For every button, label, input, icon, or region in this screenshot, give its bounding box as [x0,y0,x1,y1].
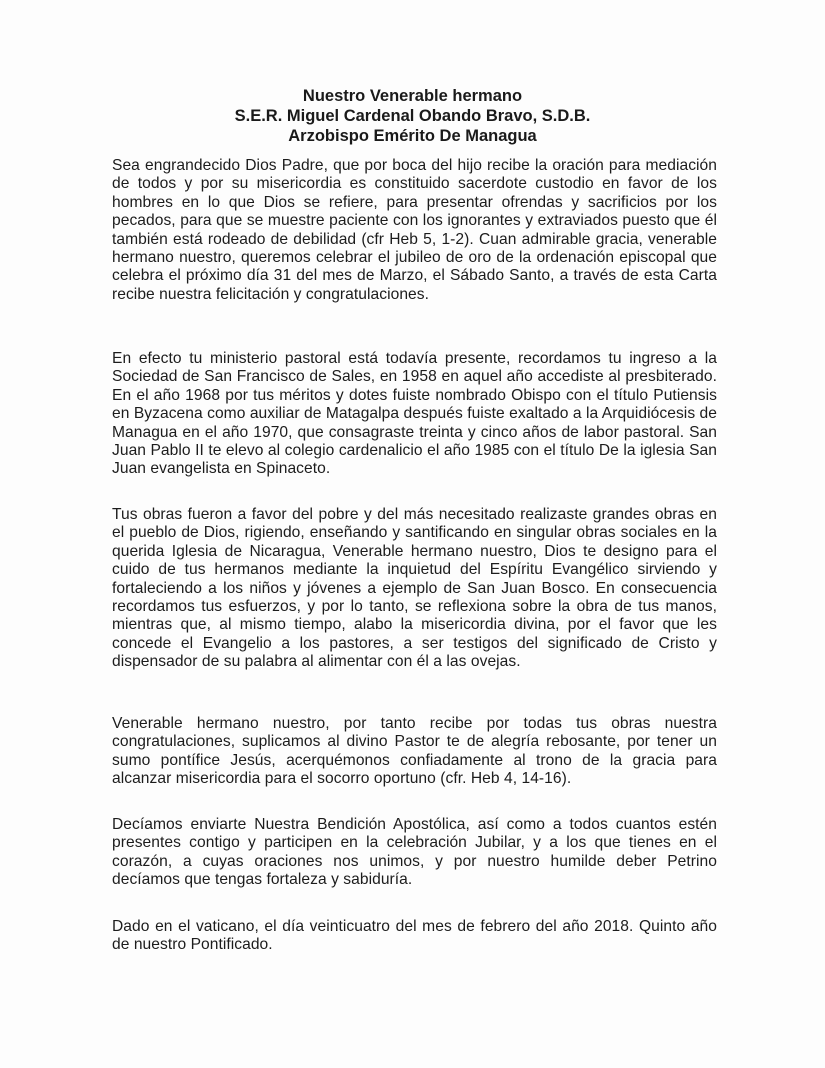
paragraph-blessing: Decíamos enviarte Nuestra Bendición Apostólica, así como a todos cuantos estén presentes contigo y participen en la celebración Jubilar, y a los que tienes en el corazón, a cuyas oraciones nos unimos, y por nuestro humilde deber Petrino decíamos que tengas fortaleza y sabiduría. [112,816,717,889]
paragraph-date-closing: Dado en el vaticano, el día veinticuatro del mes de febrero del año 2018. Quinto año de nuestro Pontificado. [112,918,717,954]
heading-recipient-name: S.E.R. Miguel Cardenal Obando Bravo, S.D.B. [234,107,591,125]
heading-recipient-title: Arzobispo Emérito De Managua [288,127,537,145]
paragraph-works: Tus obras fueron a favor del pobre y del más necesitado realizaste grandes obras en el pueblo de Dios, rigiendo, enseñando y santificando en singular obras sociales en la querida Iglesia de Nicaragua, Venerable hermano nuestro, Dios te designo para el cuido de tus hermanos mediante la inquietud del Espíritu Evangélico sirviendo y fortaleciendo a los niños y jóvenes a ejemplo de San Juan Bosco. En consecuencia recordamos tus esfuerzos, y por lo tanto, se reflexiona sobre la obra de tus manos, mientras que, al mismo tiempo, alabo la misericordia divina, por el favor que les concede el Evangelio a los pastores, a ser testigos del significado de Cristo y dispensador de su palabra al alimentar con él a las ovejas. [112,506,717,671]
heading-salutation: Nuestro Venerable hermano [302,87,523,105]
paragraph-opening: Sea engrandecido Dios Padre, que por boca del hijo recibe la oración para mediación de todos y por su misericordia es constituido sacerdote custodio en favor de los hombres en lo que Dios se refiere, para presentar ofrendas y sacrificios por los pecados, para que se muestre paciente con los ignorantes y extraviados puesto que él también está rodeado de debilidad (cfr Heb 5, 1-2). Cuan admirable gracia, venerable hermano nuestro, queremos celebrar el jubileo de oro de la ordenación episcopal que celebra el próximo día 31 del mes de Marzo, el Sábado Santo, a través de esta Carta recibe nuestra felicitación y congratulaciones. [112,157,717,303]
paragraph-ministry-history: En efecto tu ministerio pastoral está todavía presente, recordamos tu ingreso a la Sociedad de San Francisco de Sales, en 1958 en aquel año accediste al presbiterado. En el año 1968 por tus méritos y dotes fuiste nombrado Obispo con el título Putiensis en Byzacena como auxiliar de Matagalpa después fuiste exaltado a la Arquidiócesis de Managua en el año 1970, que consagraste treinta y cinco años de labor pastoral. San Juan Pablo II te elevo al colegio cardenalicio el año 1985 con el título De la iglesia San Juan evangelista en Spinaceto. [112,350,717,478]
paragraph-congratulations: Venerable hermano nuestro, por tanto recibe por todas tus obras nuestra congratulaciones, suplicamos al divino Pastor te de alegría rebosante, por tener un sumo pontífice Jesús, acerquémonos confiadamente al trono de la gracia para alcanzar misericordia para el socorro oportuno (cfr. Heb 4, 14-16). [112,715,717,788]
